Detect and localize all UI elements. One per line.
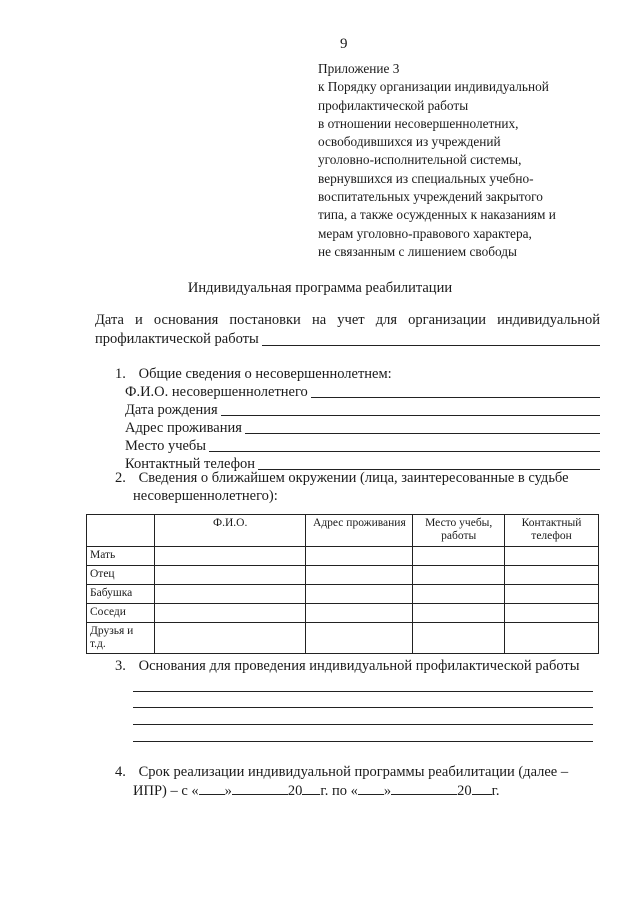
section-3-heading xyxy=(95,657,605,675)
section-2-line-1-text: Сведения о ближайшем окружении (лица, заинтересованные в судьбе xyxy=(138,470,569,486)
table-header-cell xyxy=(87,515,155,547)
document-title: Индивидуальная программа реабилитации xyxy=(187,280,453,296)
appendix-line: освободившихся из учреждений xyxy=(318,134,501,150)
appendix-line: мерам уголовно-правового характера, xyxy=(318,225,532,241)
intro-line-2 xyxy=(95,330,600,349)
section-1-heading-text: Общие сведения о несовершеннолетнем: xyxy=(138,366,392,382)
table-cell[interactable] xyxy=(413,585,505,604)
grounds-blank-line[interactable] xyxy=(133,707,593,708)
period-text: » xyxy=(224,783,232,799)
table-header-cell: Место учебы, работы xyxy=(413,515,505,547)
table-cell[interactable] xyxy=(413,623,505,654)
appendix-line: уголовно-исполнительной системы, xyxy=(318,152,522,168)
start-day-blank[interactable] xyxy=(199,781,225,795)
table-cell[interactable] xyxy=(505,547,599,566)
table-cell[interactable] xyxy=(505,566,599,585)
section-4-number: 4. xyxy=(115,764,126,780)
end-day-blank[interactable] xyxy=(358,781,384,795)
appendix-line: типа, а также осужденных к наказаниям и xyxy=(318,207,556,223)
field-school-blank[interactable] xyxy=(209,437,600,452)
section-4-line-1 xyxy=(95,763,605,781)
appendix-line: не связанным с лишением свободы xyxy=(318,243,517,259)
intro-paragraph xyxy=(95,311,600,349)
period-text: 20 xyxy=(287,783,303,799)
table-cell[interactable] xyxy=(154,623,306,654)
section-close-environment xyxy=(95,469,605,505)
period-text: 20 xyxy=(457,783,472,799)
field-school-label: Место учебы xyxy=(125,438,207,454)
row-label: Друзья и т.д. xyxy=(87,623,155,654)
table-header-cell: Контактный телефон xyxy=(505,515,599,547)
appendix-line: к Порядку организации индивидуальной xyxy=(318,79,549,95)
period-text: г. по « xyxy=(320,783,358,799)
field-address xyxy=(95,419,600,437)
field-address-label: Адрес проживания xyxy=(125,420,242,436)
grounds-blank-line[interactable] xyxy=(133,724,593,725)
intro-line-2-text: профилактической работы xyxy=(95,331,259,347)
table-cell[interactable] xyxy=(306,585,413,604)
field-birth-date xyxy=(95,401,600,419)
section-3-heading-text: Основания для проведения индивидуальной профилактической работы xyxy=(138,658,580,674)
table-cell[interactable] xyxy=(505,585,599,604)
appendix-line: Приложение 3 xyxy=(318,61,400,76)
section-2-number: 2. xyxy=(115,470,126,486)
table-cell[interactable] xyxy=(413,566,505,585)
table-cell[interactable] xyxy=(413,604,505,623)
field-full-name-label: Ф.И.О. несовершеннолетнего xyxy=(125,384,308,400)
field-full-name xyxy=(95,383,600,401)
appendix-line: профилактической работы xyxy=(318,97,469,113)
table-cell[interactable] xyxy=(154,604,306,623)
page-number: 9 xyxy=(340,36,348,52)
end-month-blank[interactable] xyxy=(391,781,457,795)
appendix-line: в отношении несовершеннолетних, xyxy=(318,115,519,131)
table-cell[interactable] xyxy=(306,566,413,585)
section-grounds xyxy=(95,657,605,675)
row-label: Бабушка xyxy=(87,585,155,604)
row-label: Отец xyxy=(87,566,155,585)
table-row xyxy=(87,604,599,623)
start-month-blank[interactable] xyxy=(232,781,288,795)
section-4-line-1-text: Срок реализации индивидуальной программы реабилитации (далее – xyxy=(138,764,569,780)
start-year-blank[interactable] xyxy=(302,781,320,795)
table-cell[interactable] xyxy=(306,604,413,623)
table-header-cell: Ф.И.О. xyxy=(154,515,306,547)
table-cell[interactable] xyxy=(505,604,599,623)
field-birth-date-label: Дата рождения xyxy=(125,402,218,418)
table-cell[interactable] xyxy=(306,547,413,566)
section-3-number: 3. xyxy=(115,658,126,674)
period-text: г. xyxy=(491,783,500,799)
table-cell[interactable] xyxy=(154,585,306,604)
field-phone-blank[interactable] xyxy=(258,455,600,470)
section-1-number: 1. xyxy=(115,366,126,382)
section-2-line-2: несовершеннолетнего): xyxy=(133,488,278,504)
field-full-name-blank[interactable] xyxy=(311,383,600,398)
section-4-line-2 xyxy=(95,781,605,800)
table-cell[interactable] xyxy=(154,547,306,566)
appendix-block xyxy=(318,60,618,261)
end-year-blank[interactable] xyxy=(472,781,492,795)
appendix-line: воспитательных учреждений закрытого xyxy=(318,189,543,205)
table-row xyxy=(87,547,599,566)
environment-table xyxy=(86,514,599,654)
table-cell[interactable] xyxy=(306,623,413,654)
intro-line-1: Дата и основания постановки на учет для организации индивидуальной xyxy=(95,312,600,328)
period-text: ИПР) – с « xyxy=(133,783,199,799)
table-cell[interactable] xyxy=(154,566,306,585)
grounds-blank-line[interactable] xyxy=(133,741,593,742)
section-implementation-period xyxy=(95,763,605,800)
appendix-line: вернувшихся из специальных учебно- xyxy=(318,170,534,186)
table-cell[interactable] xyxy=(505,623,599,654)
table-row xyxy=(87,623,599,654)
grounds-blank-line[interactable] xyxy=(133,691,593,692)
field-school xyxy=(95,437,600,455)
section-2-line-1 xyxy=(95,469,605,487)
registration-basis-blank[interactable] xyxy=(262,331,600,346)
section-1-heading xyxy=(95,365,605,383)
table-header-cell: Адрес проживания xyxy=(306,515,413,547)
field-address-blank[interactable] xyxy=(245,419,600,434)
period-text: » xyxy=(383,783,392,799)
table-row xyxy=(87,566,599,585)
table-row xyxy=(87,585,599,604)
section-general-info xyxy=(95,365,605,473)
row-label: Мать xyxy=(87,547,155,566)
field-birth-date-blank[interactable] xyxy=(221,401,600,416)
field-phone-label: Контактный телефон xyxy=(125,456,256,472)
table-header-row xyxy=(87,515,599,547)
row-label: Соседи xyxy=(87,604,155,623)
table-cell[interactable] xyxy=(413,547,505,566)
